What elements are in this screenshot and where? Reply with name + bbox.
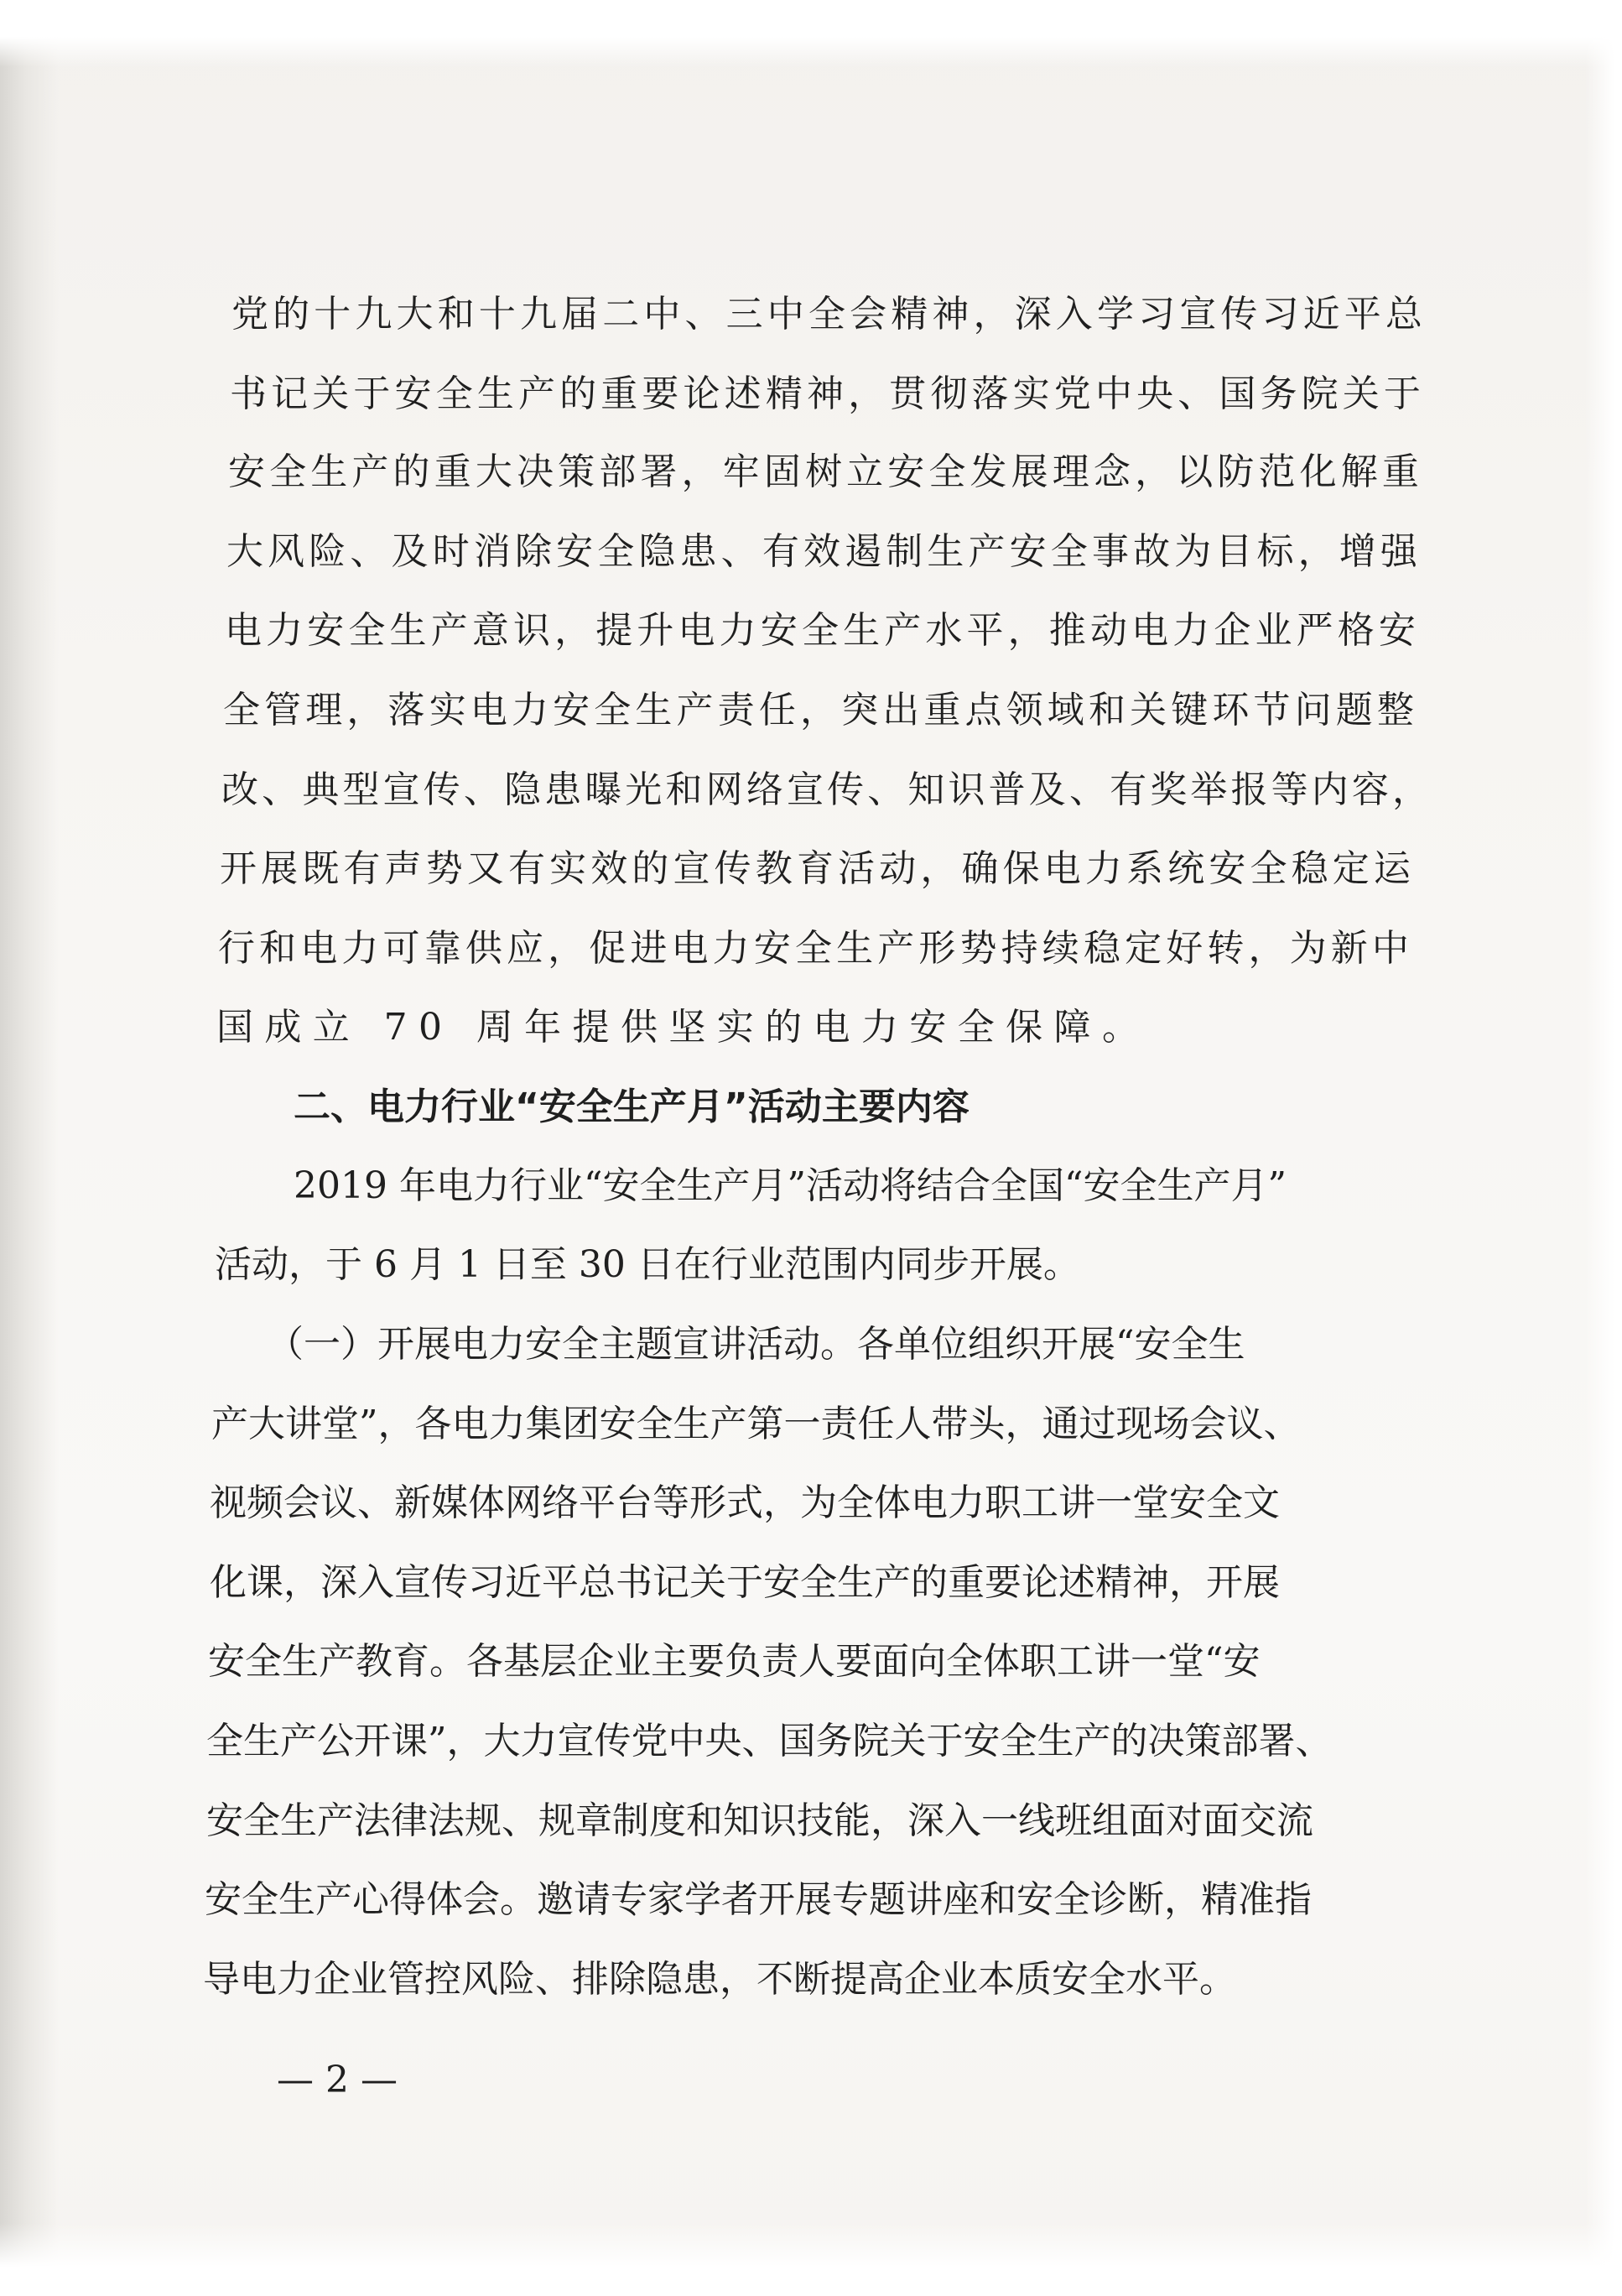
text-line: 改、典型宣传、隐患曝光和网络宣传、知识普及、有奖举报等内容， xyxy=(221,768,1433,811)
text-line: 安全生产教育。各基层企业主要负责人要面向全体职工讲一堂“安 xyxy=(208,1640,1261,1683)
text-line: 2019 年电力行业“安全生产月”活动将结合全国“安全生产月” xyxy=(294,1164,1287,1207)
text-line: 导电力企业管控风险、排除隐患，不断提高企业本质安全水平。 xyxy=(203,1958,1236,2001)
text-line: 国成立 70 周年提供坚实的电力安全保障。 xyxy=(216,1006,1151,1049)
text-line: 党的十九大和十九届二中、三中全会精神，深入学习宣传习近平总 xyxy=(231,293,1427,336)
text-line: 化课，深入宣传习近平总书记关于安全生产的重要论述精神，开展 xyxy=(210,1561,1280,1604)
text-line: 全管理，落实电力安全生产责任，突出重点领域和关键环节问题整 xyxy=(223,689,1419,731)
section-heading: 二、电力行业“安全生产月”活动主要内容 xyxy=(294,1086,970,1128)
text-line: 开展既有声势又有实效的宣传教育活动，确保电力系统安全稳定运 xyxy=(220,847,1416,890)
text-line: 大风险、及时消除安全隐患、有效遏制生产安全事故为目标，增强 xyxy=(226,530,1422,573)
text-line: 行和电力可靠供应，促进电力安全生产形势持续稳定好转，为新中 xyxy=(218,927,1414,970)
text-line: 视频会议、新媒体网络平台等形式，为全体电力职工讲一堂安全文 xyxy=(210,1481,1280,1524)
text-line: 活动，于 6 月 1 日至 30 日在行业范围内同步开展。 xyxy=(215,1243,1080,1286)
text-line: 安全生产法律法规、规章制度和知识技能，深入一线班组面对面交流 xyxy=(206,1799,1313,1842)
text-line: 电力安全生产意识，提升电力安全生产水平，推动电力企业严格安 xyxy=(225,609,1421,652)
text-line: 全生产公开课”，大力宣传党中央、国务院关于安全生产的决策部署、 xyxy=(206,1720,1333,1762)
text-line: 安全生产心得体会。邀请专家学者开展专题讲座和安全诊断，精准指 xyxy=(205,1878,1312,1921)
text-line: 产大讲堂”，各电力集团安全生产第一责任人带头，通过现场会议、 xyxy=(211,1403,1301,1445)
text-line: 书记关于安全生产的重要论述精神，贯彻落实党中央、国务院关于 xyxy=(230,372,1426,415)
page-number: — 2 — xyxy=(277,2059,398,2101)
text-line: （一）开展电力安全主题宣讲活动。各单位组织开展“安全生 xyxy=(267,1323,1245,1366)
text-line: 安全生产的重大决策部署，牢固树立安全发展理念，以防范化解重 xyxy=(228,450,1424,493)
